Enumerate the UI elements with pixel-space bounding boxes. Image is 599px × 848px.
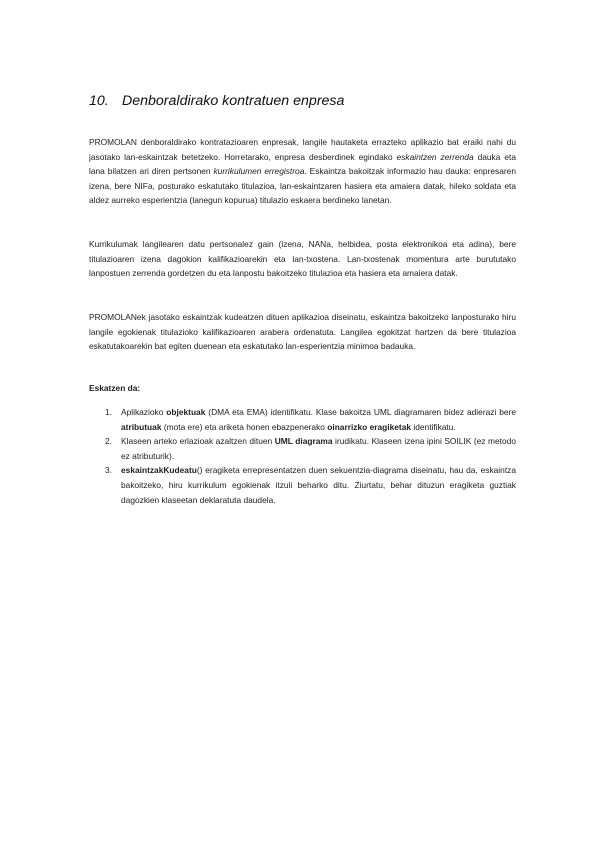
paragraph-curriculum: Kurrikulumak langilearen datu pertsonalez gain (izena, NANa, helbidea, posta elektronikoa eta adina), bere titulazioaren izena dagokion kalifikazioarekin eta lan-txostena. Lan-txostenak momentura arte burututako lanpostuen zerrenda gordetzen du eta lanpostu bakoitzeko titulazioa eta hasiera eta amaiera datak. [89,239,516,279]
text-run: (DMA eta EMA) identifikatu. Klase bakoitza UML diagramaren bidez adierazi bere [205,407,516,417]
paragraph-application: PROMOLANek jasotako eskaintzak kudeatzen dituen aplikazioa diseinatu, eskaintza bakoitzeko lanposturako hiru langile egokienak titulazioko kalifikazioaren arabera ordenatuta. Langilea egokitzat hartzen da bere titulazioa eskatutakoarekin bat egiten duenean eta eskatutako lan-esperientzia minimoa badauka. [89,312,516,352]
section-heading [89,93,529,109]
bold-run: eskaintzakKudeatu [121,465,197,476]
text-run: . Eskaintza bakoitzak informazio hau dauka: enpresaren izena, bere NIFa, posturako eskatutako titulazioa, lan-eskaintzaren hasiera eta amaiera datak, hileko soldata eta aldez aurreko esperientzia (lanegun kopurua) titulazio eskaera berdineko lanetan. [89,166,516,206]
bold-run: objektuak [166,407,206,417]
text-run: () eragiketa errepresentatzen duen sekuentzia-diagrama diseinatu, hau da, eskaintza bakoitzeko, hiru kurrikulum egokienak itzuli beharko ditu. Ziurtatu, behar dituzun eragiketa guztiak dagozkien klaseetan deklaratuta daudela. [121,465,516,505]
requirements-list [89,405,516,507]
bold-run: oinarrizko eragiketak [327,421,412,432]
text-run: (mota ere) eta ariketa honen ebazpenerako [161,421,328,432]
bold-run: atributuak [121,421,162,432]
text-run: identifikatu. [411,421,456,432]
section-number: 10. [89,93,109,109]
italic-run: kurrikulumen erregistroa [213,166,305,177]
text-run: PROMOLAN denboraldirako kontratazioaren enpresak, langile hautaketa errazteko aplikazio bat eraiki nahi du jasotako lan-eskaintzak betetzeko. Horretarako, enpresa desberdinek egindako [89,137,516,162]
text-run: irudikatu. Klaseen izena ipini SOILIK (ez metodo ez atributurik). [121,436,516,461]
text-run: Klaseen arteko erlazioak azaltzen dituen [121,436,275,447]
list-item-number: 3. [105,465,112,476]
list-item-number: 1. [105,407,112,417]
list-item [89,434,516,463]
bold-run: UML diagrama [274,436,333,447]
section-title: Denboraldirako kontratuen enpresa [122,93,345,109]
text-run: dauka eta lana bilatzen ari diren pertsonen [89,151,516,177]
italic-run: eskaintzen zerrenda [396,151,474,162]
requirements-heading: Eskatzen da: [89,383,141,393]
text-run: Aplikazioko [121,407,167,417]
list-item [89,405,516,434]
list-item [89,463,516,507]
paragraph-intro [89,135,516,208]
list-item-number: 2. [105,436,112,447]
